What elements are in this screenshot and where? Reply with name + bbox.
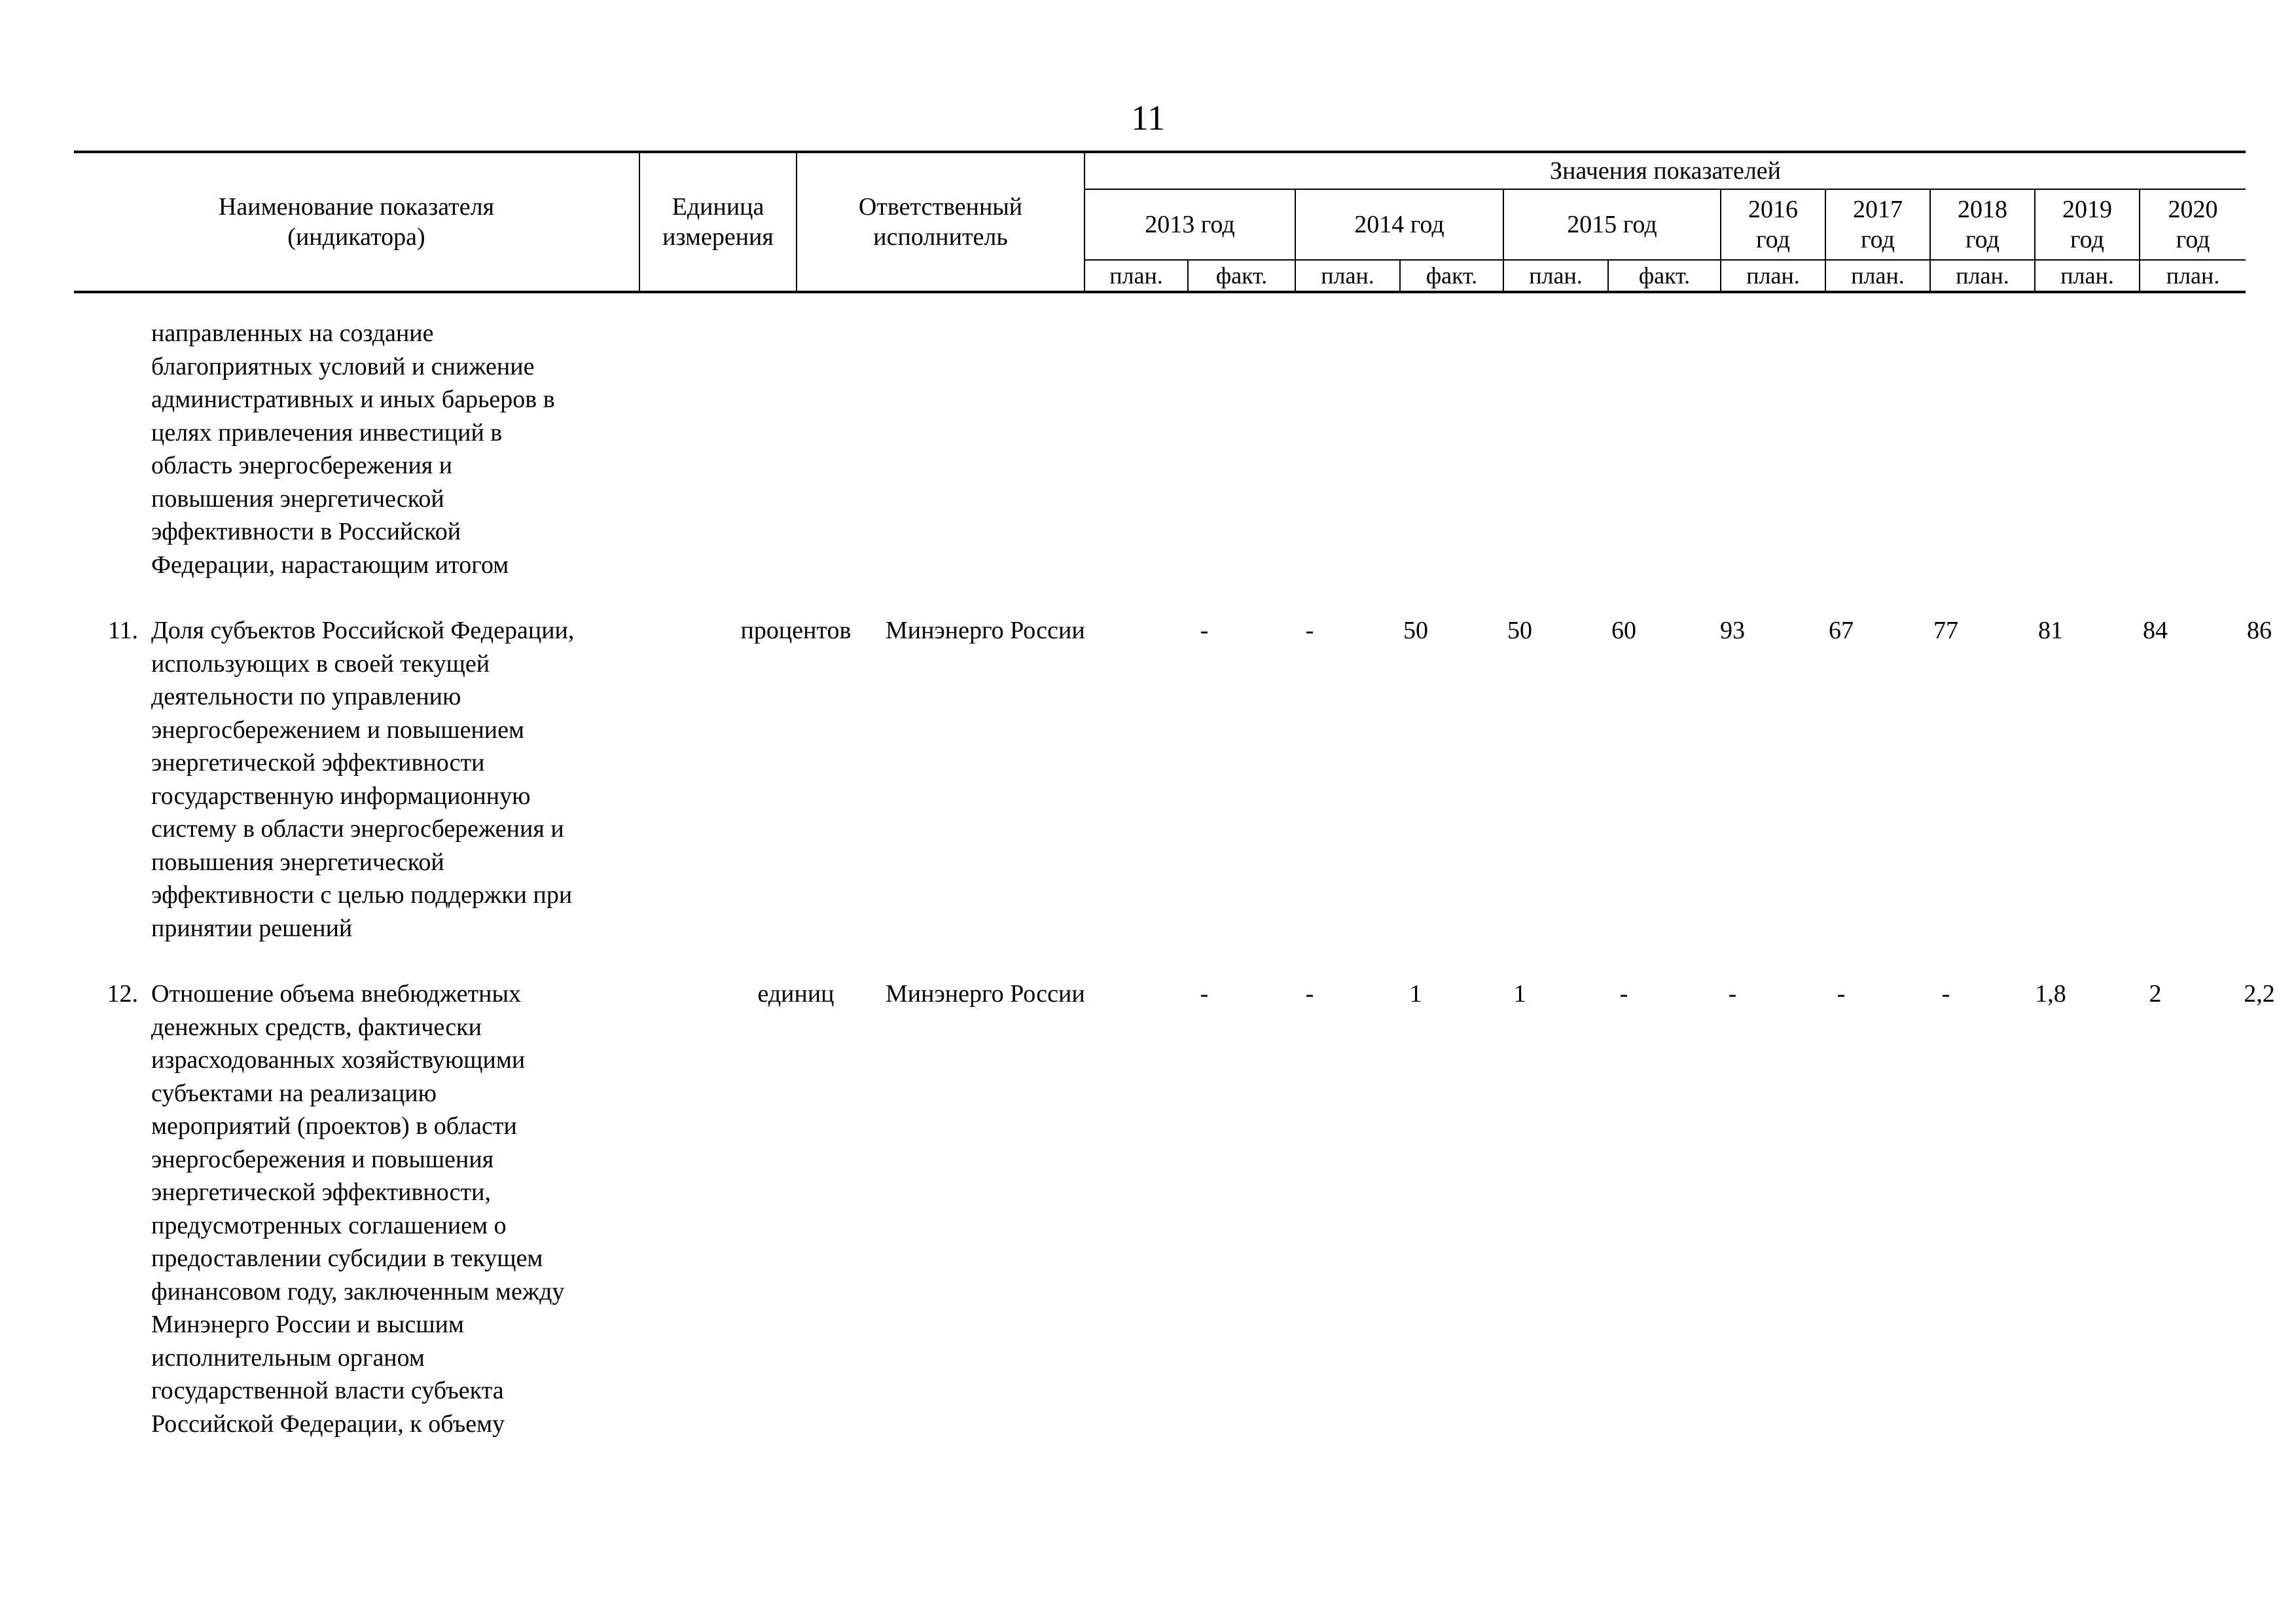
- row-name-line: Минэнерго России и высшим: [151, 1311, 464, 1338]
- row-value: [1998, 317, 2103, 581]
- page-number: 11: [1131, 98, 1165, 137]
- row-value: 2,2: [2244, 980, 2275, 1008]
- row-spacer: [74, 581, 2296, 614]
- table-header: [74, 151, 2246, 293]
- row-name-line: целях привлечения инвестиций в: [151, 418, 503, 447]
- row-value: -: [1837, 980, 1846, 1008]
- row-value: 81: [2038, 617, 2063, 644]
- row-value: [1676, 317, 1789, 581]
- row-name-line: повышения энергетической: [151, 848, 444, 876]
- row-value: -: [1305, 980, 1314, 1008]
- header-subcol: план.: [1295, 260, 1400, 292]
- header-year-2015: 2015 год: [1503, 189, 1721, 260]
- row-executor: Минэнерго России: [886, 980, 1085, 1008]
- row-name-line: энергосбережения и повышения: [151, 1145, 494, 1173]
- row-name-line: административных и иных барьеров в: [151, 386, 555, 413]
- row-value: 86: [2247, 617, 2272, 644]
- row-name-line: систему в области энергосбережения и: [151, 815, 564, 843]
- header-executor-column: Ответственный исполнитель: [797, 152, 1085, 292]
- header-values-group: Значения показателей: [1085, 152, 2246, 189]
- row-value: 84: [2143, 617, 2168, 644]
- row-value: [1153, 317, 1256, 581]
- row-unit: процентов: [740, 617, 852, 644]
- row-value: -: [1941, 980, 1950, 1008]
- table-row: [74, 614, 2296, 945]
- row-value: 1: [1409, 980, 1422, 1008]
- header-subcol: план.: [1721, 260, 1825, 292]
- row-name-line: эффективности в Российской: [151, 518, 461, 545]
- table-row: [74, 977, 2296, 1440]
- row-value: 77: [1933, 617, 1958, 644]
- header-subcol: план.: [2035, 260, 2140, 292]
- row-spacer-cell: [74, 945, 2296, 977]
- row-name-line: Российской Федерации, к объему: [151, 1410, 505, 1438]
- row-name: [151, 977, 714, 1440]
- row-name-line: благоприятных условий и снижение: [151, 352, 535, 380]
- row-executor: Минэнерго России: [886, 617, 1085, 644]
- header-subcol: план.: [1085, 260, 1188, 292]
- row-name-line: государственную информационную: [151, 782, 531, 810]
- row-number: 11.: [107, 617, 138, 644]
- row-value: 1: [1513, 980, 1526, 1008]
- table-row: [74, 317, 2296, 581]
- header-subcol: план.: [1503, 260, 1608, 292]
- row-value: -: [1728, 980, 1737, 1008]
- row-value: [2103, 317, 2208, 581]
- row-unit: единиц: [757, 980, 834, 1008]
- row-name-line: исполнительным органом: [151, 1343, 425, 1372]
- header-year-2017: 2017 год: [1825, 189, 1930, 260]
- row-name-line: государственной власти субъекта: [151, 1377, 504, 1404]
- row-name-line: использующих в своей текущей: [151, 649, 490, 678]
- row-value: -: [1200, 980, 1209, 1008]
- row-name-line: Доля субъектов Российской Федерации,: [151, 617, 575, 644]
- row-name-line: деятельности по управлению: [151, 683, 461, 710]
- row-name-line: субъектами на реализацию: [151, 1079, 437, 1107]
- row-value: [1468, 317, 1571, 581]
- row-name: [151, 614, 714, 945]
- header-unit-column: Единица измерения: [639, 152, 797, 292]
- row-name-line: предусмотренных соглашением о: [151, 1211, 507, 1239]
- row-name-line: эффективности с целью поддержки при: [151, 881, 573, 909]
- header-year-2016: 2016 год: [1721, 189, 1825, 260]
- row-name: [151, 317, 714, 581]
- row-value: 50: [1507, 617, 1532, 644]
- header-subcol: план.: [1930, 260, 2035, 292]
- header-name-column: Наименование показателя (индикатора): [74, 152, 639, 292]
- row-spacer-cell: [74, 581, 2296, 614]
- header-year-2020: 2020 год: [2140, 189, 2246, 260]
- row-name-line: энергетической эффективности: [151, 749, 485, 776]
- row-name-line: энергосбережением и повышением: [151, 716, 525, 744]
- row-name-line: энергетической эффективности,: [151, 1178, 491, 1206]
- row-value: 1,8: [2035, 980, 2066, 1008]
- table-body: [74, 317, 2296, 1440]
- row-name-line: область энергосбережения и: [151, 452, 453, 479]
- row-name-line: принятии решений: [151, 914, 353, 942]
- row-value: [2208, 317, 2296, 581]
- row-name-line: повышения энергетической: [151, 484, 444, 513]
- row-unit: [714, 317, 878, 581]
- row-name-line: израсходованных хозяйствующими: [151, 1046, 526, 1074]
- row-value: [1571, 317, 1676, 581]
- row-name-line: Федерации, нарастающим итогом: [151, 551, 509, 579]
- row-value: -: [1305, 617, 1314, 644]
- row-value: [1363, 317, 1468, 581]
- row-name-line: Отношение объема внебюджетных: [151, 980, 521, 1008]
- row-value: -: [1619, 980, 1628, 1008]
- row-value: 93: [1720, 617, 1745, 644]
- row-value: 60: [1611, 617, 1636, 644]
- header-subcol: план.: [2140, 260, 2246, 292]
- row-name-line: денежных средств, фактически: [151, 1013, 482, 1041]
- header-year-2013: 2013 год: [1085, 189, 1295, 260]
- header-subcol: план.: [1825, 260, 1930, 292]
- row-name-line: предоставлении субсидии в текущем: [151, 1245, 543, 1272]
- header-year-2014: 2014 год: [1295, 189, 1503, 260]
- row-value: [1893, 317, 1998, 581]
- row-spacer: [74, 945, 2296, 977]
- header-year-2018: 2018 год: [1930, 189, 2035, 260]
- row-executor: [878, 317, 1153, 581]
- row-number: 12.: [107, 980, 138, 1008]
- row-value: 2: [2149, 980, 2162, 1008]
- row-value: 50: [1403, 617, 1428, 644]
- row-value: [1789, 317, 1893, 581]
- row-value: -: [1200, 617, 1209, 644]
- row-value: 67: [1829, 617, 1854, 644]
- row-value: [1256, 317, 1363, 581]
- row-name-line: направленных на создание: [151, 319, 434, 347]
- header-subcol: факт.: [1188, 260, 1295, 292]
- row-number: [74, 317, 151, 581]
- header-subcol: факт.: [1400, 260, 1503, 292]
- row-name-line: финансовом году, заключенным между: [151, 1277, 565, 1305]
- header-year-2019: 2019 год: [2035, 189, 2140, 260]
- header-subcol: факт.: [1608, 260, 1721, 292]
- row-name-line: мероприятий (проектов) в области: [151, 1112, 517, 1140]
